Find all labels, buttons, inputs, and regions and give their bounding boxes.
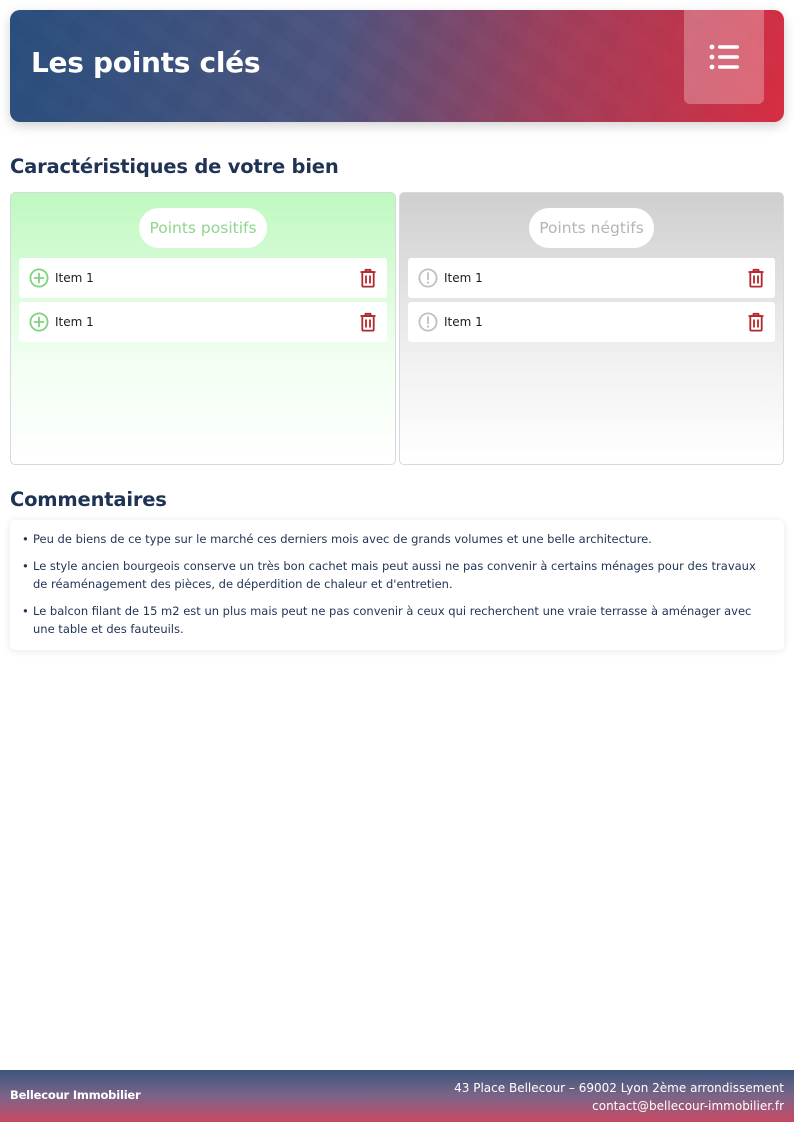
footer [0, 1070, 794, 1122]
footer-email[interactable]: contact@bellecour-immobilier.fr [592, 1099, 784, 1113]
negative-points-label: Points négtifs [529, 208, 654, 248]
comments-title: Commentaires [10, 488, 167, 511]
header-banner [10, 10, 784, 122]
positive-item [19, 258, 387, 298]
plus-circle-icon[interactable] [29, 312, 49, 332]
negative-item-label[interactable]: Item 1 [444, 271, 483, 285]
exclamation-circle-icon[interactable] [418, 268, 438, 288]
features-title: Caractéristiques de votre bien [10, 155, 339, 178]
exclamation-circle-icon[interactable] [418, 312, 438, 332]
comment-item: • Peu de biens de ce type sur le marché ces derniers mois avec de grands volumes et une belle architecture. [22, 530, 770, 548]
trash-icon[interactable] [747, 268, 765, 288]
positive-item [19, 302, 387, 342]
negative-item [408, 258, 775, 298]
negative-item [408, 302, 775, 342]
positive-item-label[interactable]: Item 1 [55, 271, 94, 285]
positive-item-label[interactable]: Item 1 [55, 315, 94, 329]
negative-points-panel [399, 192, 784, 465]
negative-item-label[interactable]: Item 1 [444, 315, 483, 329]
trash-icon[interactable] [359, 312, 377, 332]
footer-brand: Bellecour Immobilier [10, 1088, 141, 1102]
positive-points-label: Points positifs [139, 208, 266, 248]
menu-button[interactable] [684, 10, 764, 104]
trash-icon[interactable] [359, 268, 377, 288]
positive-points-panel [10, 192, 396, 465]
plus-circle-icon[interactable] [29, 268, 49, 288]
list-icon [709, 44, 739, 70]
footer-contact [454, 1079, 784, 1115]
comments-box[interactable] [10, 520, 784, 650]
page-title: Les points clés [31, 46, 261, 79]
comment-item: • Le style ancien bourgeois conserve un très bon cachet mais peut aussi ne pas convenir à certains ménages pour des travaux de réaménagement des pièces, de déperdition de chaleur et d'entretien. [22, 557, 770, 593]
footer-address: 43 Place Bellecour – 69002 Lyon 2ème arrondissement [454, 1081, 784, 1095]
trash-icon[interactable] [747, 312, 765, 332]
comment-item: • Le balcon filant de 15 m2 est un plus mais peut ne pas convenir à ceux qui recherchent une vraie terrasse à aménager avec une table et des fauteuils. [22, 602, 770, 638]
